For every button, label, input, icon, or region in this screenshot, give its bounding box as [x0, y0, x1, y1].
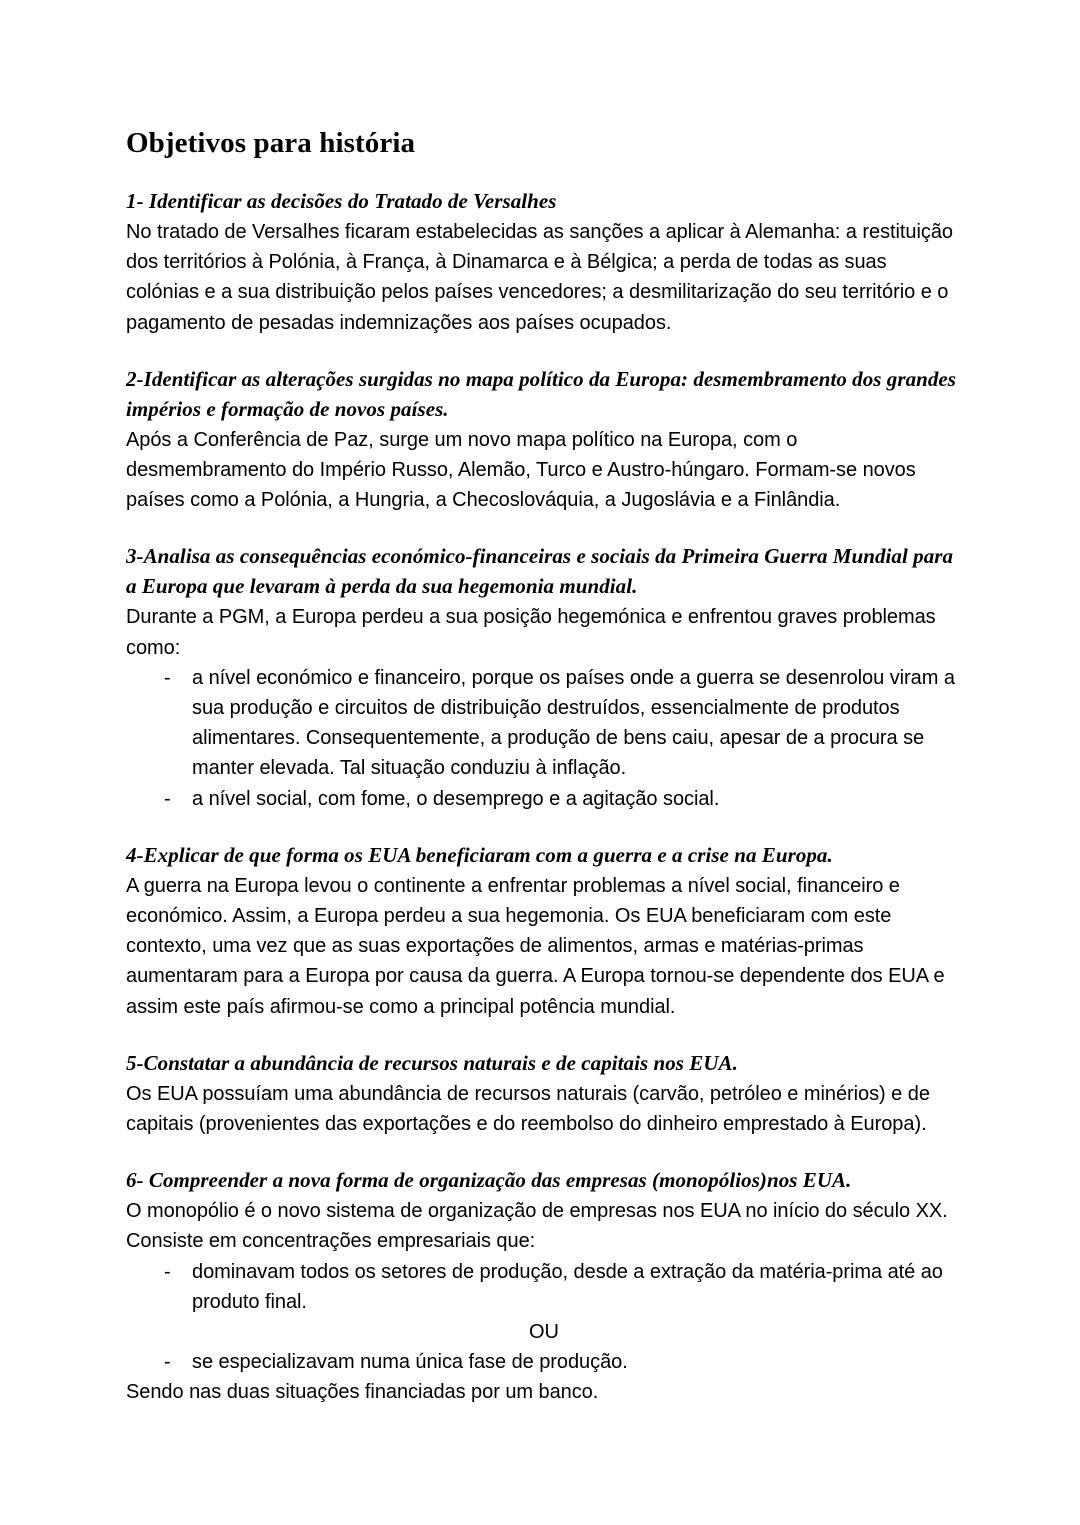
section-6-heading: 6- Compreender a nova forma de organização das empresas (monopólios)nos EUA. [126, 1168, 852, 1193]
section-4-paragraph: A guerra na Europa levou o continente a enfrentar problemas a nível social, financeiro e económico. Assim, a Europa perdeu a sua hegemonia. Os EUA beneficiaram com este contexto, uma vez que as suas exportações de alimentos, armas e matérias-primas aumentaram para a Europa por causa da guerra. A Europa tornou-se dependente dos EUA e assim este país afirmou-se como a principal potência mundial. [126, 874, 945, 1018]
section-2-paragraph: Após a Conferência de Paz, surge um novo mapa político na Europa, com o desmembramento do Império Russo, Alemão, Turco e Austro-húngaro. Formam-se novos países como a Polónia, a Hungria, a Checoslováquia, a Jugoslávia e a Finlândia. [126, 428, 916, 512]
list-item-text: a nível social, com fome, o desemprego e a agitação social. [192, 787, 720, 810]
document-body [126, 126, 962, 1408]
list-item [126, 663, 962, 784]
section-4-heading: 4-Explicar de que forma os EUA beneficiaram com a guerra e a crise na Europa. [126, 842, 833, 867]
or-separator-label: OU [529, 1321, 559, 1344]
section-6 [126, 1165, 962, 1407]
section-2-heading: 2-Identificar as alterações surgidas no mapa político da Europa: desmembramento dos grandes impérios e formação de novos países. [126, 366, 956, 421]
section-1 [126, 186, 962, 338]
section-5-heading: 5-Constatar a abundância de recursos naturais e de capitais nos EUA. [126, 1050, 738, 1075]
section-3-bullet-list [126, 663, 962, 814]
section-5-paragraph: Os EUA possuíam uma abundância de recursos naturais (carvão, petróleo e minérios) e de capitais (provenientes das exportações e do reembolso do dinheiro emprestado à Europa). [126, 1082, 930, 1136]
dash-bullet-icon: - [164, 1351, 171, 1374]
section-6-bullet-list-second [126, 1347, 962, 1377]
list-item [126, 1257, 962, 1317]
section-3-heading: 3-Analisa as consequências económico-financeiras e sociais da Primeira Guerra Mundial para a Europa que levaram à perda da sua hegemonia mundial. [126, 544, 954, 599]
dash-bullet-icon: - [164, 666, 171, 689]
section-2 [126, 364, 962, 516]
list-item [126, 784, 962, 814]
page-title: Objetivos para história [126, 127, 416, 159]
section-6-closing-paragraph: Sendo nas duas situações financiadas por um banco. [126, 1381, 599, 1404]
section-6-paragraph: O monopólio é o novo sistema de organização de empresas nos EUA no início do século XX. Consiste em concentrações empresariais que: [126, 1200, 948, 1253]
section-5 [126, 1048, 962, 1139]
list-item-text: dominavam todos os setores de produção, desde a extração da matéria-prima até ao produto final. [192, 1260, 943, 1313]
section-3 [126, 541, 962, 813]
section-4 [126, 840, 962, 1022]
list-item-text: a nível económico e financeiro, porque os países onde a guerra se desenrolou viram a sua produção e circuitos de distribuição destruídos, essencialmente de produtos alimentares. Consequentemente, a produção de bens caiu, apesar de a procura se manter elevada. Tal situação conduziu à inflação. [192, 666, 955, 780]
list-item-text: se especializavam numa única fase de produção. [192, 1351, 628, 1374]
section-6-bullet-list-first [126, 1257, 962, 1317]
dash-bullet-icon: - [164, 787, 171, 810]
section-1-heading: 1- Identificar as decisões do Tratado de Versalhes [126, 189, 557, 213]
list-item [126, 1347, 962, 1377]
section-3-paragraph: Durante a PGM, a Europa perdeu a sua posição hegemónica e enfrentou graves problemas como: [126, 606, 936, 659]
section-1-paragraph: No tratado de Versalhes ficaram estabelecidas as sanções a aplicar à Alemanha: a restituição dos territórios à Polónia, à França, à Dinamarca e à Bélgica; a perda de todas as suas colónias e a sua distribuição pelos países vencedores; a desmilitarização do seu território e o pagamento de pesadas indemnizações aos países ocupados. [126, 221, 953, 334]
dash-bullet-icon: - [164, 1260, 171, 1283]
